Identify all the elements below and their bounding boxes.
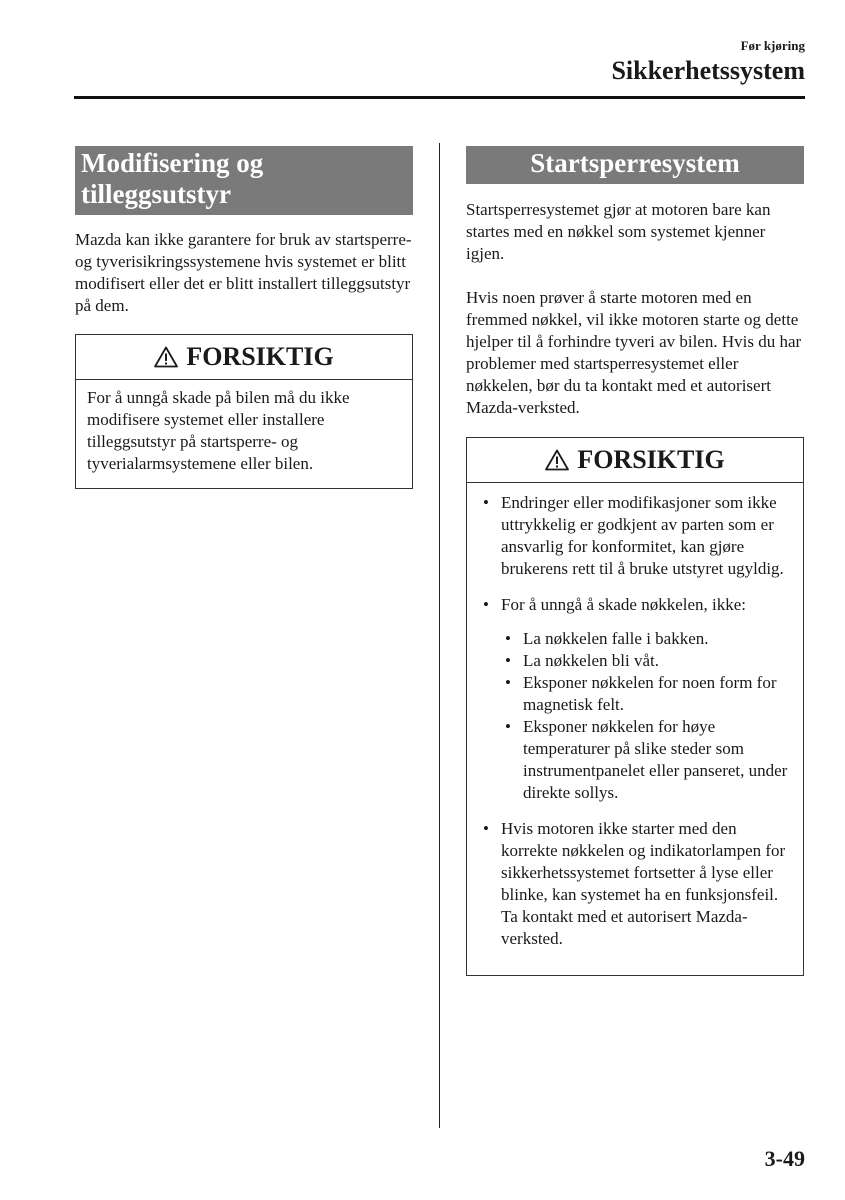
warning-triangle-icon (154, 346, 178, 368)
caution-body (467, 483, 803, 950)
header-rule (74, 96, 805, 99)
left-heading: Modifisering og tilleggsutstyr (75, 146, 413, 215)
right-paragraph-1: Startsperresystemet gjør at motoren bare kan startes med en nøkkel som systemet kjenner igjen. (466, 200, 771, 263)
left-paragraph: Mazda kan ikke garantere for bruk av startsperre- og tyverisikringssystemene hvis systemet er blitt modifisert eller det er blitt installert tilleggsutstyr på dem. (75, 230, 412, 315)
list-item: • For å unngå å skade nøkkelen, ikke: • La nøkkelen falle i bakken. • La nøkkelen bli våt. • Eksponer nøkkelen for noen form for magnetisk felt. • Eksponer nøkkelen for høye temperaturer på slike steder som instrumentpanelet eller panseret, under direkte sollys. (479, 594, 793, 804)
list-item: • Endringer eller modifikasjoner som ikke uttrykkelig er godkjent av parten som er ansvarlig for konformitet, kan gjøre brukerens rett til å bruke utstyret ugyldig. (479, 492, 793, 580)
caution-box-right (466, 437, 804, 976)
caution-sub-list (501, 628, 793, 804)
caution-header (76, 335, 412, 380)
caution-bullet-list (479, 492, 793, 950)
caution-text: For å unngå skade på bilen må du ikke modifisere systemet eller installere tilleggsutstyr på startsperre- og tyverialarmsystemene eller bilen. (87, 388, 350, 473)
caution-header (467, 438, 803, 483)
list-item: • La nøkkelen falle i bakken. (501, 628, 793, 650)
caution-title: FORSIKTIG (577, 445, 725, 474)
warning-triangle-icon (545, 449, 569, 471)
page-number: 3-49 (764, 1146, 805, 1171)
right-heading: Startsperresystem (466, 146, 804, 184)
caution-box-left (75, 334, 413, 489)
caution-title: FORSIKTIG (186, 342, 334, 371)
chapter-label: Før kjøring (740, 38, 805, 53)
list-item: • La nøkkelen bli våt. (501, 650, 793, 672)
list-item: • Eksponer nøkkelen for høye temperaturer på slike steder som instrumentpanelet eller panseret, under direkte sollys. (501, 716, 793, 804)
right-paragraph-2: Hvis noen prøver å starte motoren med en fremmed nøkkel, vil ikke motoren starte og dette hjelper til å forhindre tyveri av bilen. Hvis du har problemer med startsperresystemet eller nøkkelen, bør du ta kontakt med et autorisert Mazda-verksted. (466, 288, 802, 417)
list-item: • Hvis motoren ikke starter med den korrekte nøkkelen og indikatorlampen for sikkerhetssystemet fortsetter å lyse eller blinke, kan systemet ha en funksjonsfeil. Ta kontakt med et autorisert Mazda-verksted. (479, 818, 793, 950)
column-divider (439, 143, 440, 1128)
section-title: Sikkerhetssystem (611, 56, 805, 85)
list-item: • Eksponer nøkkelen for noen form for magnetisk felt. (501, 672, 793, 716)
